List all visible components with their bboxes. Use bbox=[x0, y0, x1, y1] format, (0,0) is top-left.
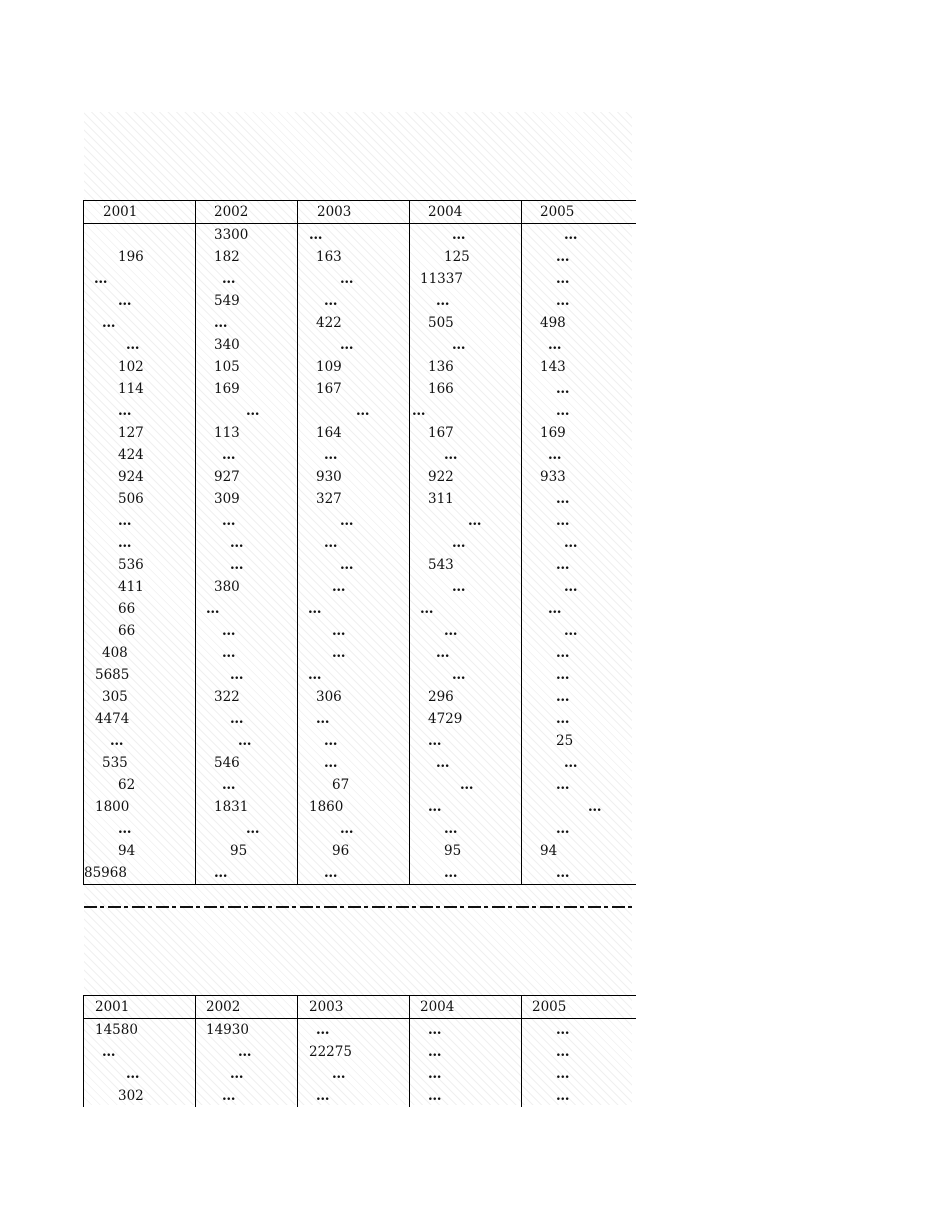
table-row bbox=[84, 642, 636, 664]
table-cell: 109 bbox=[298, 356, 410, 378]
table-row bbox=[84, 444, 636, 466]
table-cell: … bbox=[410, 532, 522, 554]
table-cell: … bbox=[84, 334, 196, 356]
column-header: 2005 bbox=[522, 996, 636, 1019]
table-cell: … bbox=[84, 290, 196, 312]
table-cell: 930 bbox=[298, 466, 410, 488]
table-cell: 309 bbox=[196, 488, 298, 510]
table-row bbox=[84, 268, 636, 290]
table-row bbox=[84, 620, 636, 642]
table-cell bbox=[84, 224, 196, 247]
table-cell: … bbox=[298, 664, 410, 686]
column-header: 2001 bbox=[84, 996, 196, 1019]
table-cell: … bbox=[298, 554, 410, 576]
table-cell: … bbox=[298, 818, 410, 840]
table-cell: … bbox=[522, 444, 636, 466]
table-cell: 25 bbox=[522, 730, 636, 752]
table-row bbox=[84, 1085, 636, 1107]
table-cell: 1860 bbox=[298, 796, 410, 818]
table-cell: 94 bbox=[522, 840, 636, 862]
table-row bbox=[84, 1041, 636, 1063]
table-cell: … bbox=[298, 224, 410, 247]
table-cell: … bbox=[410, 444, 522, 466]
table-cell: … bbox=[84, 532, 196, 554]
table-cell: 1831 bbox=[196, 796, 298, 818]
table-cell: 95 bbox=[196, 840, 298, 862]
table-cell: … bbox=[84, 268, 196, 290]
table-cell: … bbox=[196, 554, 298, 576]
table-row bbox=[84, 752, 636, 774]
table-cell: 933 bbox=[522, 466, 636, 488]
table-cell: … bbox=[196, 510, 298, 532]
table-cell: … bbox=[522, 268, 636, 290]
table-cell: … bbox=[522, 554, 636, 576]
table-cell: … bbox=[84, 312, 196, 334]
table-cell: … bbox=[410, 224, 522, 247]
table-cell: … bbox=[410, 290, 522, 312]
column-header: 2005 bbox=[522, 201, 636, 224]
table-cell: … bbox=[522, 752, 636, 774]
table-row bbox=[84, 422, 636, 444]
table-cell: 506 bbox=[84, 488, 196, 510]
table-cell: … bbox=[522, 598, 636, 620]
table-cell: 164 bbox=[298, 422, 410, 444]
table-cell: 546 bbox=[196, 752, 298, 774]
table-cell: … bbox=[522, 862, 636, 885]
table-row bbox=[84, 818, 636, 840]
table-cell: … bbox=[196, 312, 298, 334]
table-cell: … bbox=[298, 708, 410, 730]
table-row bbox=[84, 290, 636, 312]
table-row bbox=[84, 862, 636, 885]
column-header: 2001 bbox=[84, 201, 196, 224]
table-row bbox=[84, 664, 636, 686]
table-cell: … bbox=[298, 510, 410, 532]
table-cell: … bbox=[410, 752, 522, 774]
table-cell: 143 bbox=[522, 356, 636, 378]
table-cell: 62 bbox=[84, 774, 196, 796]
table-cell: … bbox=[84, 1041, 196, 1063]
table-cell: … bbox=[410, 730, 522, 752]
table-cell: … bbox=[410, 1019, 522, 1042]
table-cell: … bbox=[410, 1063, 522, 1085]
table-cell: 94 bbox=[84, 840, 196, 862]
table-cell: 125 bbox=[410, 246, 522, 268]
table-cell: 169 bbox=[522, 422, 636, 444]
table-cell: 422 bbox=[298, 312, 410, 334]
table-row bbox=[84, 312, 636, 334]
table-cell: … bbox=[196, 1041, 298, 1063]
table-cell: … bbox=[298, 290, 410, 312]
table-cell: … bbox=[298, 400, 410, 422]
table-cell: … bbox=[196, 444, 298, 466]
table-cell: … bbox=[410, 334, 522, 356]
table-row bbox=[84, 554, 636, 576]
table-cell: … bbox=[298, 642, 410, 664]
table-cell: … bbox=[298, 444, 410, 466]
table-cell: … bbox=[196, 818, 298, 840]
table-row bbox=[84, 532, 636, 554]
header-row bbox=[84, 996, 636, 1019]
table-cell: 66 bbox=[84, 598, 196, 620]
table-cell: … bbox=[298, 620, 410, 642]
table-row bbox=[84, 730, 636, 752]
table-row bbox=[84, 1063, 636, 1085]
table-cell: 306 bbox=[298, 686, 410, 708]
table-cell: … bbox=[522, 510, 636, 532]
table-cell: 311 bbox=[410, 488, 522, 510]
table-cell: … bbox=[410, 818, 522, 840]
table-cell: 169 bbox=[196, 378, 298, 400]
table-row bbox=[84, 774, 636, 796]
table-cell: 114 bbox=[84, 378, 196, 400]
column-header: 2002 bbox=[196, 996, 298, 1019]
table-cell: … bbox=[298, 532, 410, 554]
table-cell: … bbox=[84, 818, 196, 840]
table-cell: … bbox=[298, 598, 410, 620]
table-cell: 14930 bbox=[196, 1019, 298, 1042]
table-cell: … bbox=[196, 620, 298, 642]
page-break-divider bbox=[84, 906, 634, 908]
table-cell: 922 bbox=[410, 466, 522, 488]
table-cell: … bbox=[196, 862, 298, 885]
table-cell: 167 bbox=[298, 378, 410, 400]
table-cell: … bbox=[522, 796, 636, 818]
table-cell: … bbox=[522, 774, 636, 796]
table-cell: … bbox=[298, 576, 410, 598]
table-cell: 543 bbox=[410, 554, 522, 576]
data-table-1 bbox=[83, 200, 636, 885]
table-row bbox=[84, 378, 636, 400]
table-cell: … bbox=[196, 1085, 298, 1107]
table-cell: … bbox=[410, 400, 522, 422]
table-cell: … bbox=[410, 510, 522, 532]
table-cell: … bbox=[522, 576, 636, 598]
table-cell: … bbox=[196, 532, 298, 554]
column-header: 2004 bbox=[410, 201, 522, 224]
table-cell: … bbox=[522, 818, 636, 840]
table-cell: 67 bbox=[298, 774, 410, 796]
table-cell: 411 bbox=[84, 576, 196, 598]
table-cell: … bbox=[522, 664, 636, 686]
table-cell: 95 bbox=[410, 840, 522, 862]
table-row bbox=[84, 466, 636, 488]
table-row bbox=[84, 510, 636, 532]
table-row bbox=[84, 796, 636, 818]
table-cell: … bbox=[196, 730, 298, 752]
table-cell: … bbox=[196, 1063, 298, 1085]
table-cell: … bbox=[196, 774, 298, 796]
table-cell: 408 bbox=[84, 642, 196, 664]
table-cell: 11337 bbox=[410, 268, 522, 290]
table-cell: … bbox=[410, 862, 522, 885]
table-cell: … bbox=[84, 730, 196, 752]
table-cell: … bbox=[410, 1085, 522, 1107]
table-cell: 66 bbox=[84, 620, 196, 642]
column-header: 2002 bbox=[196, 201, 298, 224]
table-cell: 14580 bbox=[84, 1019, 196, 1042]
table-cell: 85968 bbox=[84, 862, 196, 885]
table-cell: 1800 bbox=[84, 796, 196, 818]
table-cell: … bbox=[298, 268, 410, 290]
table-cell: … bbox=[410, 774, 522, 796]
table-cell: 113 bbox=[196, 422, 298, 444]
table-cell: 305 bbox=[84, 686, 196, 708]
table-row bbox=[84, 488, 636, 510]
table-cell: … bbox=[196, 598, 298, 620]
table-cell: 182 bbox=[196, 246, 298, 268]
table-cell: 3300 bbox=[196, 224, 298, 247]
table-cell: … bbox=[410, 620, 522, 642]
table-cell: 5685 bbox=[84, 664, 196, 686]
table-cell: … bbox=[522, 224, 636, 247]
column-header: 2003 bbox=[298, 201, 410, 224]
table-cell: … bbox=[196, 642, 298, 664]
table-cell: … bbox=[84, 400, 196, 422]
table-row bbox=[84, 1019, 636, 1042]
table-cell: … bbox=[522, 532, 636, 554]
table-cell: … bbox=[410, 796, 522, 818]
column-header: 2003 bbox=[298, 996, 410, 1019]
table-cell: 4474 bbox=[84, 708, 196, 730]
table-row bbox=[84, 356, 636, 378]
data-table-2 bbox=[83, 995, 636, 1107]
table-cell: … bbox=[522, 378, 636, 400]
table-cell: 380 bbox=[196, 576, 298, 598]
table-cell: 549 bbox=[196, 290, 298, 312]
table-cell: 102 bbox=[84, 356, 196, 378]
table-cell: … bbox=[522, 488, 636, 510]
table-cell: … bbox=[410, 598, 522, 620]
table-cell: … bbox=[522, 1085, 636, 1107]
table-cell: 924 bbox=[84, 466, 196, 488]
table-cell: … bbox=[522, 686, 636, 708]
table-cell: … bbox=[522, 1019, 636, 1042]
table-cell: 136 bbox=[410, 356, 522, 378]
table-cell: … bbox=[298, 862, 410, 885]
table-cell: … bbox=[298, 1063, 410, 1085]
table-cell: … bbox=[522, 642, 636, 664]
table-cell: … bbox=[522, 246, 636, 268]
table-cell: 127 bbox=[84, 422, 196, 444]
table-row bbox=[84, 400, 636, 422]
table-row bbox=[84, 334, 636, 356]
table-cell: 196 bbox=[84, 246, 196, 268]
table-cell: 296 bbox=[410, 686, 522, 708]
table-cell: … bbox=[522, 620, 636, 642]
table-row bbox=[84, 708, 636, 730]
table-cell: … bbox=[522, 400, 636, 422]
table-cell: … bbox=[298, 752, 410, 774]
table-cell: 327 bbox=[298, 488, 410, 510]
table-cell: … bbox=[196, 400, 298, 422]
table-cell: … bbox=[84, 1063, 196, 1085]
table-cell: … bbox=[522, 290, 636, 312]
table-cell: … bbox=[410, 642, 522, 664]
table-cell: 536 bbox=[84, 554, 196, 576]
table-cell: … bbox=[522, 1063, 636, 1085]
table-cell: … bbox=[196, 708, 298, 730]
table-cell: … bbox=[522, 1041, 636, 1063]
table-cell: … bbox=[522, 708, 636, 730]
table-cell: 22275 bbox=[298, 1041, 410, 1063]
table-row bbox=[84, 686, 636, 708]
table-cell: 302 bbox=[84, 1085, 196, 1107]
table-cell: 340 bbox=[196, 334, 298, 356]
table-cell: … bbox=[410, 664, 522, 686]
table-cell: 535 bbox=[84, 752, 196, 774]
table-cell: … bbox=[298, 334, 410, 356]
table-cell: 167 bbox=[410, 422, 522, 444]
table-cell: … bbox=[298, 1019, 410, 1042]
table-cell: 163 bbox=[298, 246, 410, 268]
table-cell: 505 bbox=[410, 312, 522, 334]
table-row bbox=[84, 840, 636, 862]
table-row bbox=[84, 246, 636, 268]
table-cell: 498 bbox=[522, 312, 636, 334]
table-cell: … bbox=[410, 1041, 522, 1063]
table-cell: … bbox=[84, 510, 196, 532]
table-cell: 105 bbox=[196, 356, 298, 378]
table-cell: 927 bbox=[196, 466, 298, 488]
table-cell: … bbox=[410, 576, 522, 598]
table-row bbox=[84, 224, 636, 247]
table-row bbox=[84, 576, 636, 598]
table-cell: 96 bbox=[298, 840, 410, 862]
table-cell: 166 bbox=[410, 378, 522, 400]
table-cell: … bbox=[298, 730, 410, 752]
table-cell: 4729 bbox=[410, 708, 522, 730]
table-cell: … bbox=[196, 268, 298, 290]
table-row bbox=[84, 598, 636, 620]
column-header: 2004 bbox=[410, 996, 522, 1019]
table-cell: 424 bbox=[84, 444, 196, 466]
table-cell: 322 bbox=[196, 686, 298, 708]
table-cell: … bbox=[298, 1085, 410, 1107]
header-row bbox=[84, 201, 636, 224]
table-cell: … bbox=[196, 664, 298, 686]
table-cell: … bbox=[522, 334, 636, 356]
